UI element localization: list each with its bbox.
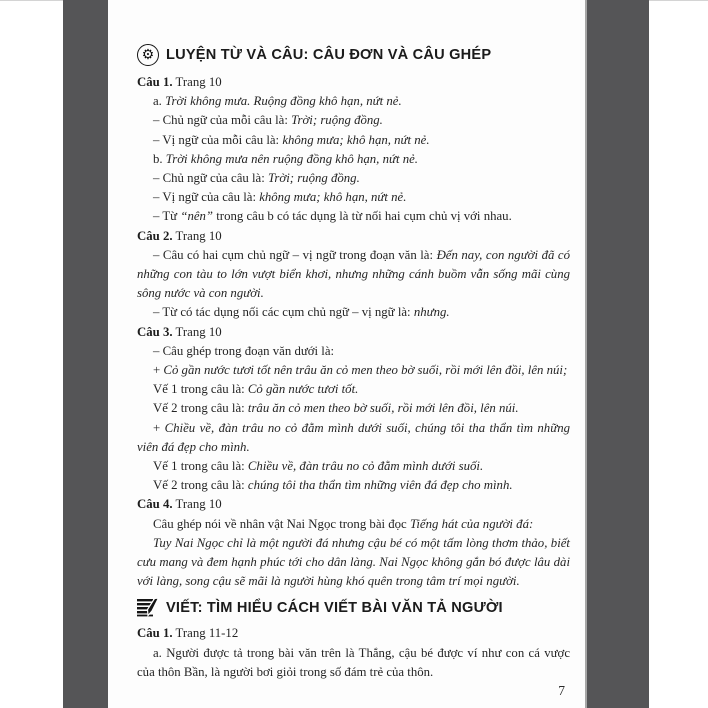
text-segment: Trời không mưa nên ruộng đồng khô hạn, nứt nẻ. — [165, 151, 418, 166]
text-segment: Cỏ gần nước tươi tốt. — [247, 382, 359, 397]
text-segment: Câu ghép nói về nhân vật Nai Ngọc trong bài đọc — [153, 516, 410, 531]
text-segment: – Từ — [153, 209, 181, 224]
text-segment: Vế 1 trong câu là: — [153, 382, 248, 397]
answer-line — [137, 534, 570, 592]
grammar-section-body — [137, 73, 570, 591]
exercise-number: Câu 2. — [137, 228, 173, 243]
text-segment: + — [153, 363, 164, 378]
section-heading-label: LUYỆN TỪ VÀ CÂU: CÂU ĐƠN VÀ CÂU GHÉP — [166, 47, 492, 63]
text-segment: – Vị ngữ của mỗi câu là: — [153, 132, 283, 147]
answer-line — [137, 188, 570, 207]
answer-line — [137, 150, 570, 169]
answer-line — [137, 169, 570, 188]
writing-section-body — [137, 624, 570, 682]
book-page — [108, 0, 585, 708]
text-segment: – Từ có tác dụng nối các cụm chủ ngữ – vị ngữ là: — [153, 305, 414, 320]
text-segment: Cỏ gần nước tươi tốt nên trâu ăn cỏ men theo bờ suối, rồi mới lên đồi, lên núi; — [163, 363, 568, 378]
text-segment: không mưa; khô hạn, nứt nẻ. — [259, 190, 407, 205]
answer-line — [137, 476, 570, 495]
text-segment: nhưng. — [413, 305, 450, 320]
answer-line — [137, 207, 570, 226]
text-segment: Chiều về, đàn trâu no cỏ đằm mình dưới suối. — [247, 459, 484, 474]
gear-icon: ⚙ — [137, 44, 159, 66]
text-segment: – Chủ ngữ của câu là: — [153, 171, 268, 186]
answer-line — [137, 92, 570, 111]
answer-line — [137, 246, 570, 304]
exercise-title: Câu 3. Trang 10 — [137, 324, 222, 339]
answer-line — [137, 303, 570, 322]
section-heading-label: VIẾT: TÌM HIỂU CÁCH VIẾT BÀI VĂN TẢ NGƯỜI — [166, 599, 503, 616]
exercise-title: Câu 4. Trang 10 — [137, 497, 222, 512]
section-heading-viet — [137, 598, 570, 617]
text-segment: – Chủ ngữ của mỗi câu là: — [153, 113, 292, 128]
text-segment: trâu ăn cỏ men theo bờ suối, rồi mới lên đồi, lên núi. — [247, 401, 519, 416]
answer-line — [137, 361, 570, 380]
exercise-number: Câu 1. — [137, 626, 173, 641]
exercise-number: Câu 4. — [137, 497, 173, 512]
text-segment: trong câu b có tác dụng là từ nối hai cụm chủ vị với nhau. — [216, 209, 512, 224]
text-segment: chúng tôi tha thẩn tìm những viên đá đẹp cho mình. — [247, 478, 513, 493]
answer-line — [137, 399, 570, 418]
text-segment: Vế 1 trong câu là: — [153, 459, 248, 474]
answer-line — [137, 131, 570, 150]
right-scan-shadow-bar — [585, 0, 649, 708]
text-segment: + — [153, 420, 165, 435]
text-segment: Tuy Nai Ngọc chỉ là một người đá nhưng cậu bé có một tấm lòng thơm thảo, biết cưu mang và đem hạnh phúc tới cho dân làng. Nai Ngọc không gắn bó được lâu dài với làng, song cậu sẽ mãi là người hùng khó quên trong tâm trí mọi người. — [137, 535, 570, 589]
exercise-title: Câu 1. Trang 10 — [137, 75, 222, 89]
text-segment: a. Người được tả trong bài văn trên là Thắng, cậu bé được ví như con cá vược của thôn Bần, là người bơi giỏi trong số đám trẻ của thôn. — [137, 645, 570, 679]
text-segment: “nên” — [180, 209, 217, 224]
text-segment: Vế 2 trong câu là: — [153, 478, 248, 493]
text-segment: – Vị ngữ của câu là: — [153, 190, 260, 205]
text-segment: – Câu ghép trong đoạn văn dưới là: — [153, 343, 335, 358]
text-segment: không mưa; khô hạn, nứt nẻ. — [282, 132, 430, 147]
answer-line — [137, 644, 570, 682]
text-segment: b. — [153, 151, 166, 166]
page-number: 7 — [558, 683, 565, 698]
text-segment: Trời; ruộng đồng. — [291, 113, 383, 128]
text-segment: Vế 2 trong câu là: — [153, 401, 248, 416]
text-segment: a. — [153, 94, 166, 109]
answer-line — [137, 457, 570, 476]
exercise-number: Câu 1. — [137, 75, 173, 89]
text-segment: Chiều về, đàn trâu no cỏ đằm mình dưới suối, chúng tôi tha thẩn tìm những viên đá đẹp cho mình. — [137, 420, 570, 454]
exercise-title: Câu 2. Trang 10 — [137, 228, 222, 243]
answer-line — [137, 419, 570, 457]
memo-pen-icon — [137, 598, 159, 617]
text-segment: Đến nay, con người đã có những con tàu to lớn vượt biển khơi, nhưng những cánh buồm vẫn sống mãi cùng sông nước và con người. — [137, 247, 570, 301]
text-segment: Trời không mưa. Ruộng đồng khô hạn, nứt nẻ. — [165, 94, 402, 109]
answer-line — [137, 515, 570, 534]
left-scan-shadow-bar — [63, 0, 109, 708]
answer-line — [137, 342, 570, 361]
text-segment: – Câu có hai cụm chủ ngữ – vị ngữ trong đoạn văn là: — [153, 247, 437, 262]
text-segment: Tiếng hát của người đá: — [409, 516, 534, 531]
answer-line — [137, 380, 570, 399]
section-heading-luyen-tu-va-cau — [137, 44, 570, 66]
answer-line — [137, 111, 570, 130]
exercise-number: Câu 3. — [137, 324, 173, 339]
exercise-title: Câu 1. Trang 11-12 — [137, 626, 239, 641]
text-segment: Trời; ruộng đồng. — [267, 171, 360, 186]
